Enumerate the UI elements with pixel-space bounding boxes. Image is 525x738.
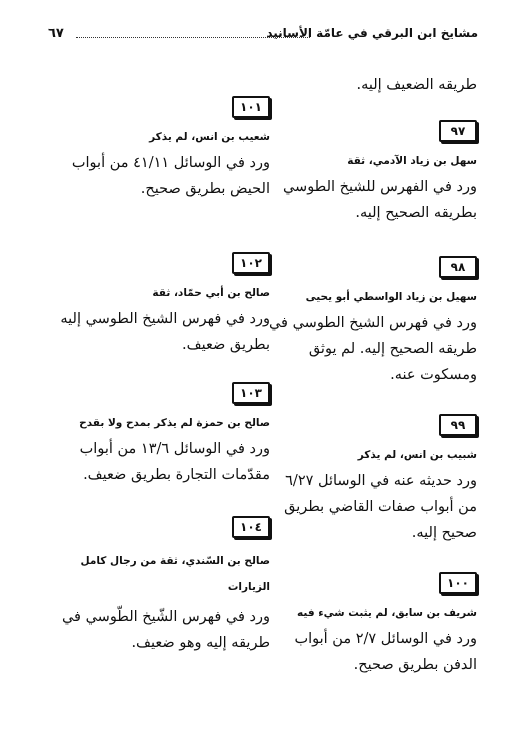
running-header [48,26,478,46]
entry-line: من أبواب صفات القاضي بطريق [284,499,477,515]
header-title: مشايخ ابن البرقي في عامّة الأسانيد [266,26,478,40]
entry-number-badge: ١٠٠ [439,572,477,594]
entry-99 [277,414,477,546]
entry-title: سهل بن زياد الآدمي، ثقة [347,155,477,167]
entry-line: طريقه الصحيح إليه. لم يوثق [308,341,477,357]
entry-title: صالح بن أبي حمّاد، ثقة [152,287,270,299]
entry-number-badge: ١٠٢ [232,252,270,274]
entry-line: ومسكوت عنه. [390,367,477,383]
entry-line: ورد في الوسائل ٤١/١١ من أبواب [71,155,270,171]
entry-97 [277,120,477,226]
entry-101 [45,96,270,202]
entry-98 [268,256,477,388]
entry-100 [277,572,477,678]
header-leader-dots [76,37,310,38]
entry-line: ورد في فهرس الشيخ الطوسي إليه [60,311,270,327]
entry-title: شبيب بن انس، لم يذكر [357,449,477,461]
entry-102 [45,252,270,358]
entry-body [45,150,270,202]
entry-line: طريقه إليه وهو ضعيف. [131,635,270,651]
entry-body [45,604,270,656]
entry-line: ورد في فهرس الشّيخ الطّوسي في [61,609,270,625]
entry-line: مقدّمات التجارة بطريق ضعيف. [83,467,270,483]
entry-line: ورد في الفهرس للشيخ الطوسي [282,179,477,195]
entry-number-badge: ٩٨ [439,256,477,278]
entry-title: سهيل بن زياد الواسطي أبو يحيى [305,291,477,303]
entry-number-badge: ١٠٣ [232,382,270,404]
entry-line: صحيح إليه. [411,525,477,541]
entry-103 [45,382,270,488]
entry-title: صالح بن حمزة لم يذكر بمدح ولا بقدح [79,417,270,429]
page-number: ٦٧ [48,26,64,41]
continuation-text: طريقه الضعيف إليه. [356,77,477,93]
entry-line: ورد في الوسائل ١٣/٦ من أبواب [79,441,270,457]
entry-title: شعيب بن انس، لم يذكر [149,131,270,143]
entry-number-badge: ٩٩ [439,414,477,436]
entry-line: ورد في فهرس الشيخ الطوسي في [268,315,477,331]
entry-line: بطريق ضعيف. [182,337,270,353]
entry-line: الدفن بطريق صحيح. [353,657,477,673]
entry-line: ورد حديثه عنه في الوسائل ٦/٢٧ [285,473,477,489]
entry-title: شريف بن سابق، لم يثبت شيء فيه [297,607,477,619]
entry-number-badge: ٩٧ [439,120,477,142]
entry-line: الحيض بطريق صحيح. [140,181,270,197]
entry-body [268,310,477,388]
entry-body [277,468,477,546]
entry-title: صالح بن السّندي، ثقة من رجال كامل الزيارات [80,555,270,593]
entry-line: بطريقه الصحيح إليه. [355,205,477,221]
entry-number-badge: ١٠٤ [232,516,270,538]
entry-line: ورد في الوسائل ٢/٧ من أبواب [294,631,477,647]
entry-body [45,306,270,358]
entry-body [277,626,477,678]
entry-body [277,174,477,226]
entry-number-badge: ١٠١ [232,96,270,118]
entry-104 [45,516,270,656]
entry-body [45,436,270,488]
